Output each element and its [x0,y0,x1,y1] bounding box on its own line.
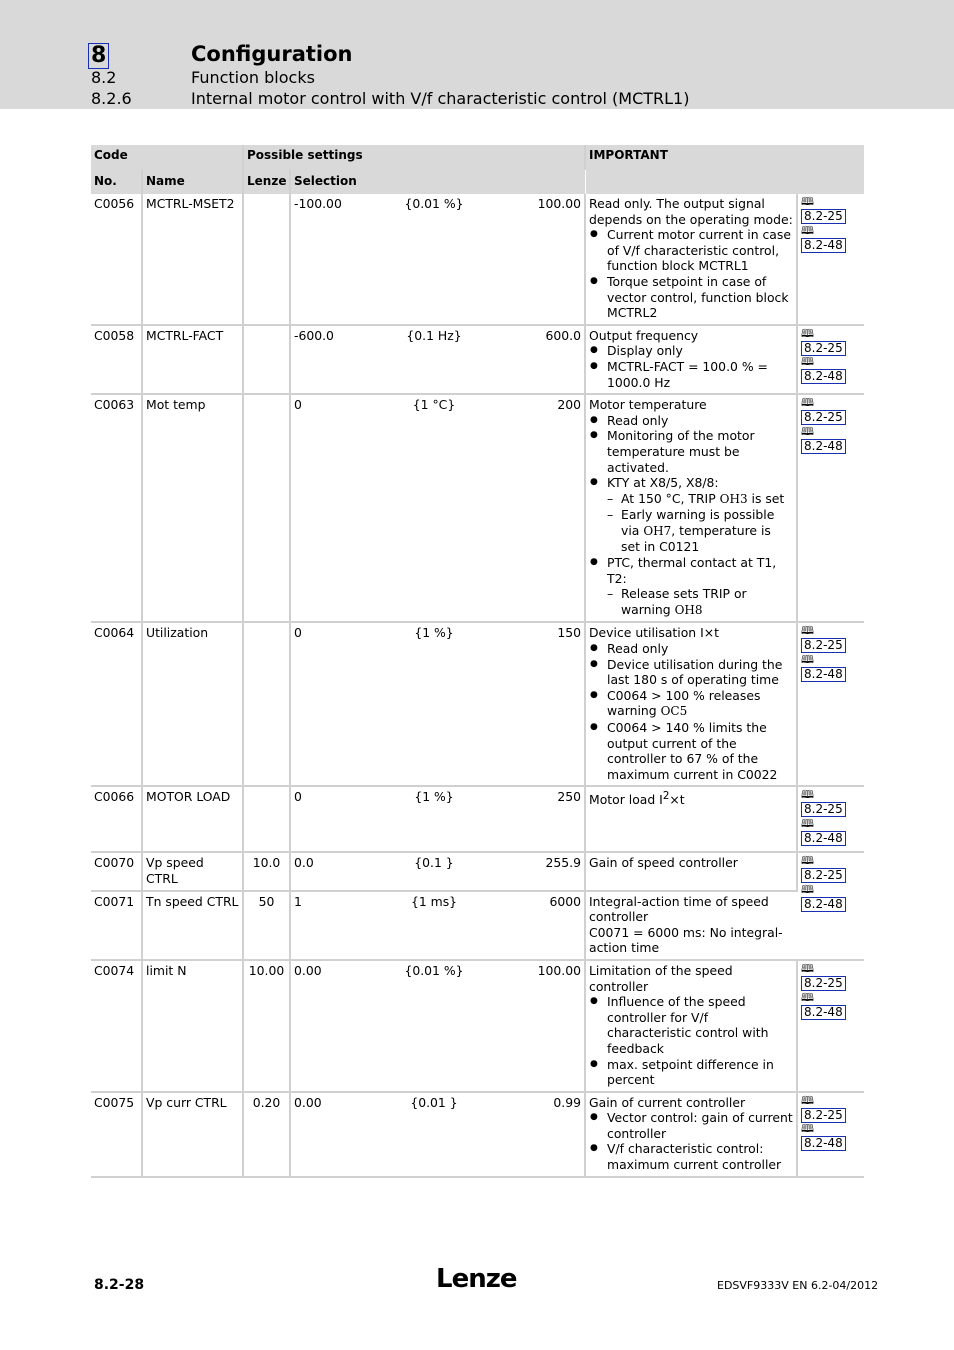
book-icon: 🕮 [801,223,814,237]
param-info [585,325,797,394]
param-selection [290,852,585,890]
book-icon: 🕮 [801,961,814,975]
book-icon: 🕮 [801,1093,814,1107]
info-intro: Limitation of the speed controller [589,962,733,994]
param-no: C0058 [91,325,142,394]
table-row [91,891,864,960]
ref-link[interactable]: 8.2-25 [801,638,846,653]
sel-min: 1 [294,893,302,909]
param-name: Vp speed CTRL [142,852,243,890]
param-name: Tn speed CTRL [142,891,243,960]
info-bullet: ● Display only [589,343,793,359]
sel-max: 100.00 [537,962,582,978]
sel-min: 0.00 [294,1094,322,1110]
param-info [585,622,797,786]
param-lenze: 0.20 [243,1092,290,1177]
param-info [585,1092,797,1177]
book-icon: 🕮 [801,195,814,208]
sel-min: 0.0 [294,855,314,871]
info-bullet: ● C0064 > 140 % limits the output current of the controller to 67 % of the maximum current in C0022 [589,720,793,782]
table-row [91,852,864,890]
param-lenze: 50 [243,891,290,960]
info-bullet: ● MCTRL-FACT = 100.0 % = 1000.0 Hz [589,359,793,390]
info-intro: Read only. The output signal depends on the operating mode: [589,196,793,227]
refs-cell [797,394,864,622]
sel-max: 0.99 [553,1094,582,1110]
subsection-number: 8.2.6 [91,89,132,108]
table-row [91,394,864,622]
info-bullet-text: C0064 > 100 % releases warning [607,687,761,719]
info-dash-text: Early warning is possible via [621,507,775,538]
param-name: limit N [142,960,243,1092]
ref-link[interactable]: 8.2-48 [801,1136,846,1151]
book-icon: 🕮 [801,355,814,369]
param-selection [290,891,585,960]
info-intro: Gain of speed controller [589,855,738,871]
refs-cell [797,852,864,960]
book-icon: 🕮 [801,788,814,802]
fault-code: OH3 [719,491,748,506]
fault-code: OC5 [660,704,688,719]
table-row [91,194,864,325]
book-icon: 🕮 [801,990,814,1004]
info-intro: Gain of current controller [589,1094,746,1110]
info-bullet: ● Influence of the speed controller for V/f characteristic control with feedback [589,994,793,1056]
document-reference: EDSVF9333V EN 6.2-04/2012 [717,1279,879,1292]
book-icon: 🕮 [801,854,814,868]
sel-max: 200 [557,397,582,413]
info-bullet: ● Monitoring of the motor temperature must be activated. [589,428,793,475]
book-icon: 🕮 [801,396,814,410]
param-no: C0063 [91,394,142,622]
ref-link[interactable]: 8.2-48 [801,667,846,682]
section-number: 8.2 [91,68,117,87]
info-intro: Integral-action time of speed controller [589,893,769,925]
sel-step: {1 °C} [412,397,456,413]
param-name: MOTOR LOAD [142,786,243,852]
param-selection [290,394,585,622]
book-icon: 🕮 [801,1122,814,1136]
sel-step: {1 %} [414,789,454,805]
info-bullet [589,475,793,555]
info-bullet: ● max. setpoint difference in percent [589,1057,793,1088]
param-info [585,960,797,1092]
info-bullet [589,688,793,720]
sel-min: 0 [294,789,302,805]
header-selection: Selection [290,170,585,194]
param-no: C0066 [91,786,142,852]
param-info [585,194,797,325]
table-row [91,325,864,394]
param-name: Vp curr CTRL [142,1092,243,1177]
param-lenze: 10.0 [243,852,290,890]
ref-link[interactable]: 8.2-48 [801,1005,846,1020]
book-icon: 🕮 [801,653,814,667]
param-no: C0056 [91,194,142,325]
ref-link[interactable]: 8.2-25 [801,1108,846,1123]
parameter-table [91,145,864,1178]
info-bullet [589,555,793,618]
ref-link[interactable]: 8.2-48 [801,369,846,384]
info-dash [607,491,793,508]
book-icon: 🕮 [801,326,814,340]
sel-min: -100.00 [294,196,342,211]
header-code: Code [91,145,243,170]
chapter-title: Configuration [191,42,353,66]
param-lenze [243,622,290,786]
info-bullet-text: PTC, thermal contact at T1, T2: [607,555,777,586]
sel-max: 100.00 [537,196,582,211]
param-name: MCTRL-FACT [142,325,243,394]
param-selection [290,622,585,786]
fault-code: OH7 [643,523,672,538]
param-info [585,786,797,852]
ref-link[interactable]: 8.2-25 [801,209,846,224]
refs-cell [797,194,864,325]
sel-step: {1 %} [414,625,454,641]
info-intro: Motor load I [589,792,663,808]
info-bullet: ● Read only [589,641,793,657]
header-lenze: Lenze [243,170,290,194]
info-bullet: ● Device utilisation during the last 180 s of operating time [589,657,793,688]
book-icon: 🕮 [801,424,814,438]
sel-step: {0.1 Hz} [406,327,462,343]
param-selection [290,786,585,852]
sel-step: {0.01 } [410,1094,458,1110]
table-row [91,1092,864,1177]
ref-link[interactable]: 8.2-48 [801,238,846,253]
param-selection [290,960,585,1092]
param-no: C0070 [91,852,142,890]
info-dash-text: Release sets TRIP or warning [621,586,747,617]
ref-link[interactable]: 8.2-25 [801,868,846,883]
refs-cell [797,960,864,1092]
sel-step: {0.01 %} [404,962,464,978]
param-no: C0064 [91,622,142,786]
ref-link[interactable]: 8.2-25 [801,976,846,991]
sel-step: {0.01 %} [404,196,464,211]
refs-cell [797,325,864,394]
param-lenze [243,194,290,325]
sel-step: {1 ms} [410,893,458,909]
info-dash [607,586,793,618]
info-dash-text: is set [747,490,785,506]
sel-max: 250 [557,789,582,805]
sel-max: 6000 [549,893,582,909]
lenze-logo: Lenze [436,1264,517,1294]
book-icon: 🕮 [801,816,814,830]
table-row [91,786,864,852]
info-bullet-text: KTY at X8/5, X8/8: [607,475,719,491]
sel-max: 150 [557,625,582,641]
chapter-number[interactable]: 8 [91,43,107,68]
info-intro: Output frequency [589,327,699,343]
ref-link[interactable]: 8.2-25 [801,341,846,356]
sel-step: {0.1 } [414,855,454,871]
page-number: 8.2-28 [94,1277,145,1293]
refs-cell [797,786,864,852]
info-intro: Device utilisation I×t [589,625,719,641]
fault-code: OH8 [674,602,703,617]
param-info [585,852,797,890]
refs-cell [797,1092,864,1177]
info-intro: ×t [669,792,685,808]
book-icon: 🕮 [801,882,814,896]
refs-cell [797,622,864,786]
info-bullet: ● Torque setpoint in case of vector control, function block MCTRL2 [589,274,793,321]
sel-max: 600.0 [545,327,582,343]
sel-max: 255.9 [545,855,582,871]
header-important: IMPORTANT [585,145,864,194]
param-selection [290,194,585,325]
param-selection [290,1092,585,1177]
sel-min: -600.0 [294,327,334,343]
param-name: Utilization [142,622,243,786]
param-lenze [243,394,290,622]
info-intro: Motor temperature [589,397,707,413]
header-possible-settings: Possible settings [243,145,585,170]
param-no: C0071 [91,891,142,960]
ref-link[interactable]: 8.2-25 [801,802,846,817]
param-lenze [243,325,290,394]
info-dash [607,507,793,555]
info-bullet: ● Read only [589,413,793,429]
param-lenze: 10.00 [243,960,290,1092]
subsection-title: Internal motor control with V/f characteristic control (MCTRL1) [191,89,690,108]
ref-link[interactable]: 8.2-25 [801,410,846,425]
param-name: Mot temp [142,394,243,622]
sel-min: 0 [294,397,302,413]
header-name: Name [142,170,243,194]
info-dash-text: At 150 °C, TRIP [621,490,720,506]
info-dash-text: , temperature is set in C0121 [621,522,771,555]
param-no: C0075 [91,1092,142,1177]
param-info [585,891,797,960]
param-info [585,394,797,622]
book-icon: 🕮 [801,624,814,638]
info-note: C0071 = 6000 ms: No integral-action time [589,924,783,956]
param-selection [290,325,585,394]
param-no: C0074 [91,960,142,1092]
ref-link[interactable]: 8.2-48 [801,439,846,454]
info-bullet: ● Current motor current in case of V/f characteristic control, function block MCTRL1 [589,227,793,274]
header-no: No. [91,170,142,194]
table-row [91,960,864,1092]
param-lenze [243,786,290,852]
ref-link[interactable]: 8.2-48 [801,831,846,846]
superscript: 2 [662,790,670,803]
param-name: MCTRL-MSET2 [142,194,243,325]
ref-link[interactable]: 8.2-48 [801,897,846,912]
info-bullet: ● V/f characteristic control: maximum current controller [589,1141,793,1172]
info-bullet: ● Vector control: gain of current controller [589,1110,793,1141]
sel-min: 0.00 [294,962,322,978]
sel-min: 0 [294,625,302,641]
table-row [91,622,864,786]
section-title: Function blocks [191,68,315,87]
